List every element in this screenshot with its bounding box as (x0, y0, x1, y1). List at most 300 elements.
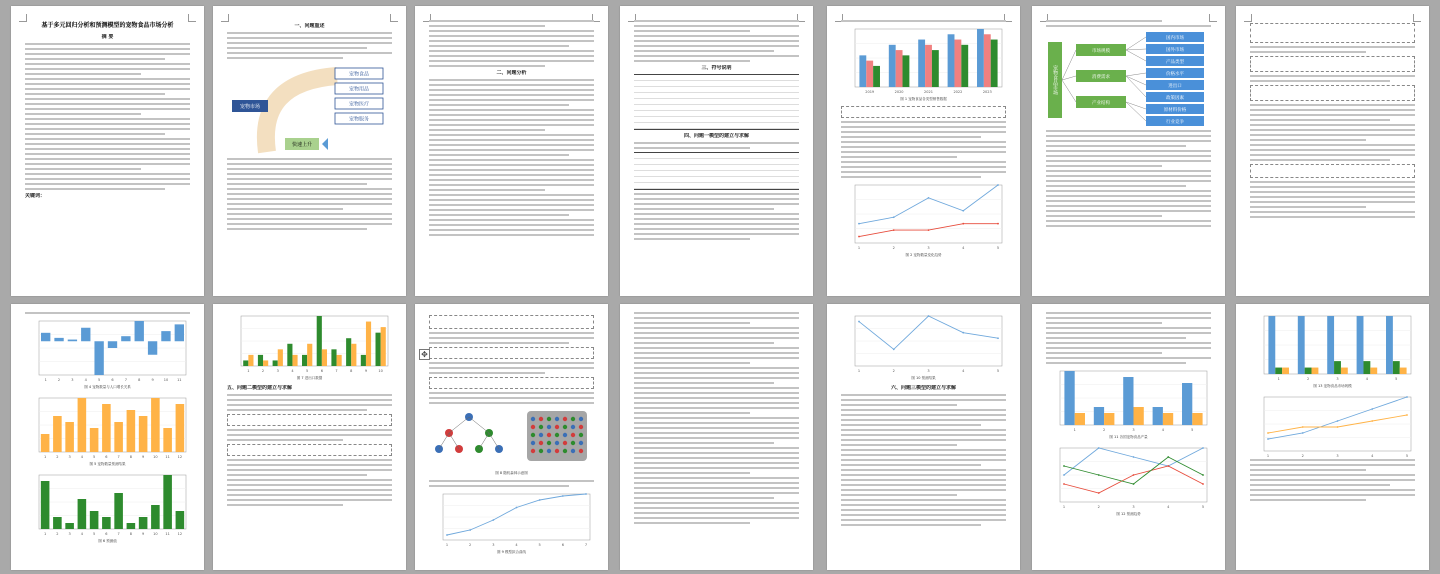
page-10[interactable] (415, 304, 608, 570)
tree-edge (449, 433, 459, 449)
grid-node (531, 449, 535, 453)
line-chart-forecast (1046, 444, 1211, 510)
flow-mid-label: 市场规模 (1092, 49, 1110, 54)
tick-label: 5 (1191, 428, 1194, 432)
bar (984, 34, 991, 87)
grid-node (571, 425, 575, 429)
bar (78, 398, 87, 452)
data-table (634, 152, 799, 190)
grid-node (547, 417, 551, 421)
bar (331, 349, 336, 366)
tick-label: 5 (306, 369, 309, 373)
page-13[interactable] (1032, 304, 1225, 570)
data-point (928, 197, 930, 199)
tick-label: 5 (98, 378, 101, 382)
data-point (1371, 420, 1373, 422)
bar (1363, 361, 1370, 374)
page-4[interactable] (620, 6, 813, 296)
bar (317, 316, 322, 366)
bar-chart-market (1250, 312, 1415, 382)
grid-node (539, 449, 543, 453)
data-point (446, 534, 448, 536)
tick-label: 7 (117, 455, 120, 459)
tick-label: 5 (1395, 377, 1398, 381)
tick-label: 3 (71, 378, 74, 382)
tick-label: 12 (177, 532, 183, 536)
bar (366, 322, 371, 366)
abstract-heading: 摘 要 (101, 34, 114, 40)
bar (1134, 407, 1144, 425)
tick-label: 6 (561, 543, 564, 547)
bar (151, 398, 160, 452)
connector (1062, 76, 1076, 80)
data-point (1098, 474, 1100, 476)
figure-caption: 图 12 预测趋势 (1116, 512, 1141, 516)
tick-label: 11 (165, 532, 170, 536)
bar (68, 340, 77, 342)
tick-label: 4 (1167, 505, 1170, 509)
tick-label: 2 (56, 532, 59, 536)
bar (1357, 316, 1364, 374)
diagram-item-label: 宠物服务 (348, 116, 370, 123)
data-point (962, 210, 964, 212)
connector (1126, 102, 1146, 121)
tick-label: 2019 (865, 90, 875, 94)
page-8[interactable] (11, 304, 204, 570)
tick-label: 2 (892, 246, 895, 250)
bar (1341, 368, 1348, 374)
move-handle-icon[interactable]: ✥ (419, 349, 430, 360)
flow-right-label: 国外市场 (1166, 48, 1184, 53)
tick-label: 4 (80, 532, 83, 536)
data-point (1267, 438, 1269, 440)
bar (41, 434, 50, 452)
tick-label: 2 (892, 369, 895, 373)
grid-node (555, 441, 559, 445)
tick-label: 2 (469, 543, 472, 547)
tick-label: 2023 (982, 90, 992, 94)
data-point (562, 495, 564, 497)
page-6[interactable] (1032, 6, 1225, 296)
bar (346, 338, 351, 366)
figure-caption: 图 10 预测结果 (911, 376, 936, 380)
line-chart-result (841, 312, 1006, 374)
bar (148, 341, 157, 355)
bar (954, 40, 961, 87)
bar (114, 422, 123, 452)
bar (866, 61, 873, 87)
line-chart-market (1250, 393, 1415, 459)
bar (65, 523, 74, 529)
tick-label: 1 (247, 369, 250, 373)
grid-node (579, 425, 583, 429)
bar (81, 328, 90, 342)
bar (258, 355, 263, 366)
flow-right-label: 行业竞争 (1166, 120, 1184, 125)
bar (53, 416, 62, 452)
bar (1064, 371, 1074, 425)
grid-node (579, 441, 583, 445)
grid-node (531, 433, 535, 437)
bar (1393, 361, 1400, 374)
tick-label: 2020 (894, 90, 904, 94)
bar (248, 355, 253, 366)
tick-label: 8 (129, 532, 132, 536)
bar (903, 55, 910, 87)
tick-label: 1 (857, 246, 861, 250)
tick-label: 6 (105, 532, 108, 536)
bar (1182, 383, 1192, 425)
document-title: 基于多元回归分析和预测模型的宠物食品市场分析 (41, 22, 174, 29)
tick-label: 2 (1301, 454, 1304, 458)
bar (78, 499, 87, 529)
tick-label: 1 (857, 369, 861, 373)
tick-label: 9 (142, 455, 145, 459)
tick-label: 1 (44, 532, 47, 536)
bar (1192, 413, 1202, 425)
figure-caption: 图 7 进出口数据 (296, 376, 323, 380)
tick-label: 4 (1371, 454, 1374, 458)
grid-node (547, 441, 551, 445)
data-point (492, 519, 494, 521)
tick-label: 2 (1306, 377, 1310, 381)
diagram-item-label: 宠物食品 (348, 71, 370, 78)
data-point (1302, 432, 1304, 434)
bar (65, 422, 74, 452)
data-point (1063, 465, 1065, 467)
tick-label: 4 (962, 369, 965, 373)
grid-node (579, 449, 583, 453)
tick-label: 4 (962, 246, 965, 250)
figure-caption: 图 11 各国宠物食品产量 (1109, 435, 1148, 439)
page-9[interactable] (213, 304, 406, 570)
grid-node (579, 433, 583, 437)
tick-label: 4 (80, 455, 83, 459)
bar (307, 344, 312, 366)
figure-caption: 图 5 宠物数量预测结果 (89, 462, 126, 466)
bar-chart-importance (25, 394, 190, 460)
bar (54, 338, 63, 341)
bar (361, 355, 366, 366)
diagram-bottom-label: 快速上升 (291, 142, 313, 148)
tick-label: 3 (1132, 505, 1135, 509)
flow-mid-label: 产业结构 (1092, 101, 1110, 106)
data-point (1133, 483, 1135, 485)
data-point (1202, 483, 1204, 485)
tick-label: 2 (1097, 505, 1100, 509)
tick-label: 10 (153, 532, 158, 536)
flow-diagram (1046, 30, 1211, 130)
tick-label: 3 (1336, 377, 1339, 381)
data-point (997, 184, 999, 186)
tree-diagram (227, 62, 392, 158)
keywords-label: 关键词： (25, 193, 46, 199)
data-point (1167, 456, 1169, 458)
bar (1370, 368, 1377, 374)
data-point (928, 315, 930, 317)
bar (1268, 316, 1275, 374)
bar (278, 349, 283, 366)
bar (896, 50, 903, 87)
flow-right-label: 价格水平 (1166, 72, 1184, 77)
page-3[interactable] (415, 6, 608, 296)
tick-label: 3 (1336, 454, 1339, 458)
flow-right-label: 国内市场 (1166, 36, 1184, 41)
tick-label: 5 (996, 246, 1000, 250)
bar (287, 344, 292, 366)
tick-label: 1 (44, 455, 47, 459)
bar (161, 331, 170, 341)
grid-node (531, 417, 535, 421)
bar (94, 341, 103, 375)
tick-label: 10 (153, 455, 158, 459)
flow-right-label: 产品类型 (1166, 60, 1184, 65)
tick-label: 4 (291, 369, 294, 373)
bar (1275, 368, 1282, 374)
grid-node (539, 425, 543, 429)
data-point (928, 229, 930, 231)
tick-label: 3 (927, 369, 930, 373)
data-point (858, 223, 860, 225)
bar (102, 404, 111, 452)
tick-label: 11 (177, 378, 182, 382)
tick-label: 7 (335, 369, 338, 373)
figure-caption: 图 6 预测值 (98, 539, 117, 543)
grid-node (563, 441, 567, 445)
figure-caption: 图 1 宠物食品各类型销售数据 (900, 97, 947, 101)
grid-node (555, 425, 559, 429)
tick-label: 3 (492, 543, 495, 547)
page-7[interactable] (1236, 6, 1429, 296)
line-chart-trend (841, 181, 1006, 251)
data-point (893, 216, 895, 218)
bar (1163, 413, 1173, 425)
data-point (1202, 474, 1204, 476)
bar-chart-prediction (25, 471, 190, 537)
bar (918, 40, 925, 87)
data-point (1098, 447, 1100, 449)
tick-label: 3 (68, 532, 71, 536)
data-point (1133, 456, 1135, 458)
tick-label: 2022 (953, 90, 963, 94)
tick-label: 5 (996, 369, 1000, 373)
bar (176, 404, 185, 452)
grid-node (539, 433, 543, 437)
bar (381, 327, 386, 366)
tick-label: 9 (151, 378, 154, 382)
bar (41, 481, 50, 529)
tick-label: 5 (1405, 454, 1409, 458)
connector (1126, 73, 1146, 76)
grid-node (563, 425, 567, 429)
connector (1062, 80, 1076, 102)
data-point (1098, 492, 1100, 494)
figure-caption: 图 8 随机森林示意图 (495, 471, 528, 475)
bar (243, 360, 248, 366)
bar (302, 355, 307, 366)
tick-label: 8 (350, 369, 353, 373)
tick-label: 6 (320, 369, 323, 373)
flow-right-label: 政策因素 (1166, 96, 1184, 101)
tick-label: 3 (276, 369, 279, 373)
tick-label: 4 (1365, 377, 1369, 381)
tick-label: 2 (1102, 428, 1106, 432)
tick-label: 5 (1201, 505, 1205, 509)
connector (1126, 37, 1146, 50)
data-point (1167, 465, 1169, 467)
bar-chart-import-export (227, 312, 392, 374)
section-title: 六、问题三模型的建立与求解 (890, 385, 956, 391)
tick-label: 2 (57, 378, 61, 382)
grid-node (563, 417, 567, 421)
grid-node (571, 417, 575, 421)
bar-chart-production (1046, 367, 1211, 433)
data-point (962, 223, 964, 225)
bar (139, 416, 148, 452)
grid-node (571, 433, 575, 437)
tick-label: 10 (378, 369, 383, 373)
bar (1075, 413, 1085, 425)
bar (175, 324, 184, 341)
tree-edge (479, 433, 489, 449)
bar (1312, 368, 1319, 374)
tick-label: 1 (445, 543, 449, 547)
bar (163, 428, 172, 452)
tick-label: 3 (1132, 428, 1135, 432)
bar (176, 511, 185, 529)
tick-label: 5 (538, 543, 541, 547)
grid-node (547, 449, 551, 453)
bar (1386, 316, 1393, 374)
bar (41, 333, 50, 341)
data-point (469, 529, 471, 531)
figure-caption: 图 13 宠物食品市场规模 (1313, 384, 1352, 388)
grid-node (547, 433, 551, 437)
connector (1062, 50, 1076, 80)
bar (932, 50, 939, 87)
bar (263, 360, 268, 366)
grid-node (563, 449, 567, 453)
bar (991, 40, 998, 87)
section-title: 四、问题一模型的建立与求解 (683, 133, 749, 139)
page-1[interactable] (11, 6, 204, 296)
grid-node (531, 425, 535, 429)
grid-node (539, 417, 543, 421)
connector (1126, 76, 1146, 97)
tick-label: 12 (177, 455, 183, 459)
bar (889, 45, 896, 87)
bar (1104, 413, 1114, 425)
data-point (893, 348, 895, 350)
diagram-item-label: 宠物医疗 (348, 101, 370, 108)
grid-node (531, 441, 535, 445)
bar-chart-residual (25, 317, 190, 383)
connector (1126, 102, 1146, 109)
tick-label: 2 (261, 369, 265, 373)
grid-node (571, 449, 575, 453)
bar (90, 428, 99, 452)
bar (127, 523, 136, 529)
data-point (1063, 483, 1065, 485)
bar (114, 493, 123, 529)
tick-label: 3 (68, 455, 71, 459)
bar (1334, 361, 1341, 374)
figure-caption: 图 2 宠物数量变化趋势 (905, 253, 942, 257)
bar (1123, 377, 1133, 425)
data-point (893, 229, 895, 231)
data-point (1337, 426, 1339, 428)
tick-label: 7 (584, 543, 588, 547)
grid-node (555, 417, 559, 421)
tick-label: 1 (1073, 428, 1076, 432)
bar (1094, 407, 1104, 425)
data-point (1406, 396, 1408, 398)
flow-right-label: 原材料价格 (1163, 108, 1187, 113)
data-point (539, 499, 541, 501)
data-point (997, 223, 999, 225)
connector (1126, 49, 1146, 50)
bar (925, 45, 932, 87)
data-point (1202, 447, 1204, 449)
bar (139, 517, 148, 529)
figure-caption: 图 9 模型拟合曲线 (497, 550, 526, 554)
tick-label: 2021 (924, 90, 933, 94)
tick-label: 11 (165, 455, 170, 459)
tick-label: 3 (927, 246, 930, 250)
bar (961, 45, 968, 87)
diagram-item-label: 宠物用品 (348, 86, 370, 93)
page-2[interactable] (213, 6, 406, 296)
bar (322, 349, 327, 366)
page-14[interactable] (1236, 304, 1429, 570)
bar (376, 333, 381, 366)
connector (1126, 76, 1146, 85)
formula-box (841, 106, 1006, 118)
tick-label: 1 (1277, 377, 1280, 381)
tick-label: 9 (142, 532, 145, 536)
tick-label: 4 (515, 543, 518, 547)
data-point (1302, 426, 1304, 428)
bar (977, 29, 984, 87)
grid-node (555, 433, 559, 437)
tick-label: 6 (105, 455, 108, 459)
symbols-title: 三、符号说明 (701, 65, 732, 71)
tick-label: 10 (163, 378, 169, 382)
page-11[interactable] (620, 304, 813, 570)
data-point (1406, 414, 1408, 416)
page-12[interactable] (827, 304, 1020, 570)
bar (1282, 368, 1289, 374)
bar (1305, 368, 1312, 374)
bar (1298, 316, 1305, 374)
line-chart-fit (429, 490, 594, 548)
tree-edge (469, 417, 489, 433)
data-point (1133, 474, 1135, 476)
grid-node (571, 441, 575, 445)
page-5[interactable] (827, 6, 1020, 296)
bar (151, 505, 160, 529)
data-point (962, 332, 964, 334)
random-forest-diagram (429, 407, 594, 469)
section-title: 一、问题重述 (294, 23, 325, 29)
bar (163, 475, 172, 529)
data-point (1371, 408, 1373, 410)
grid-node (547, 425, 551, 429)
section-title: 二、问题分析 (496, 70, 527, 76)
tick-label: 8 (138, 378, 141, 382)
bar (53, 517, 62, 529)
diagram-root-label: 宠物市场 (239, 104, 261, 110)
